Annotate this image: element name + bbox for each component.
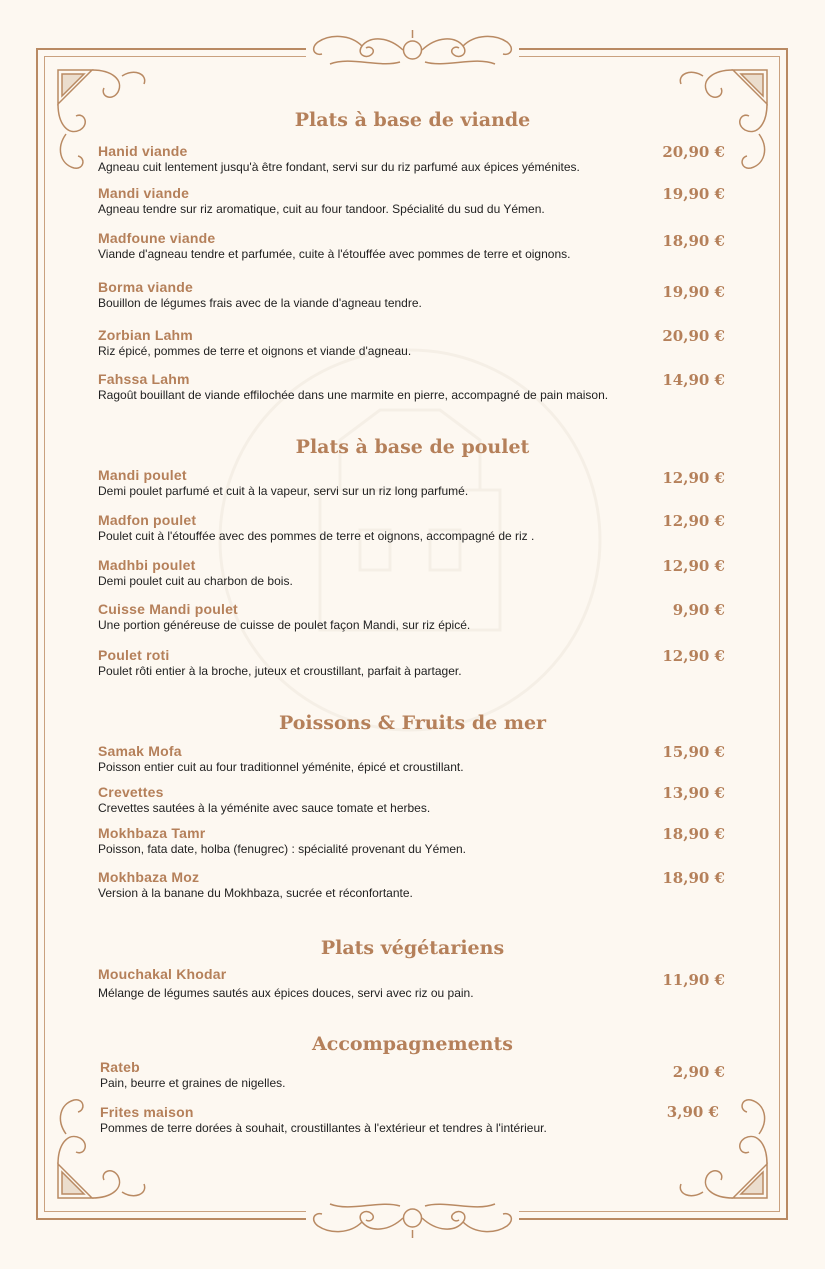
item-name: Zorbian Lahm (98, 327, 193, 343)
item-name: Borma viande (98, 279, 193, 295)
item-name: Rateb (100, 1059, 140, 1075)
item-name: Cuisse Mandi poulet (98, 601, 238, 617)
corner-ornament-bottom-left (52, 1084, 152, 1204)
item-name: Frites maison (100, 1104, 194, 1120)
item-description: Poulet cuit à l'étouffée avec des pommes de terre et oignons, accompagné de riz . (98, 529, 535, 543)
item-price: 12,90 € (662, 469, 725, 487)
item-price: 15,90 € (662, 743, 725, 761)
item-name: Madfon poulet (98, 512, 197, 528)
top-scroll-ornament (300, 26, 525, 76)
item-description: Ragoût bouillant de viande effilochée dans une marmite en pierre, accompagné de pain maison. (98, 388, 609, 402)
section-title-poissons: Poissons & Fruits de mer (278, 712, 547, 734)
item-price: 18,90 € (662, 825, 725, 843)
item-description: Poulet rôti entier à la broche, juteux et croustillant, parfait à partager. (98, 664, 462, 678)
item-price: 12,90 € (662, 647, 725, 665)
item-name: Fahssa Lahm (98, 371, 190, 387)
item-description: Pommes de terre dorées à souhait, croustillantes à l'extérieur et tendres à l'intérieur. (100, 1121, 547, 1135)
item-description: Poisson, fata date, holba (fenugrec) : spécialité provenant du Yémen. (98, 842, 467, 856)
bottom-scroll-ornament (300, 1192, 525, 1242)
item-description: Demi poulet parfumé et cuit à la vapeur, servi sur un riz long parfumé. (98, 484, 469, 498)
item-price: 19,90 € (662, 185, 725, 203)
item-price: 11,90 € (662, 971, 725, 989)
corner-ornament-bottom-right (673, 1084, 773, 1204)
item-name: Mouchakal Khodar (98, 966, 227, 982)
item-price: 20,90 € (662, 143, 725, 161)
item-description: Pain, beurre et graines de nigelles. (100, 1076, 286, 1090)
section-title-viande: Plats à base de viande (294, 109, 531, 131)
item-description: Agneau cuit lentement jusqu'à être fondant, servi sur du riz parfumé aux épices yéménites. (98, 160, 580, 174)
item-price: 12,90 € (662, 557, 725, 575)
item-description: Crevettes sautées à la yéménite avec sauce tomate et herbes. (98, 801, 431, 815)
section-title-vegetariens: Plats végétariens (320, 937, 505, 959)
item-description: Version à la banane du Mokhbaza, sucrée et réconfortante. (98, 886, 413, 900)
item-description: Viande d'agneau tendre et parfumée, cuite à l'étouffée avec pommes de terre et oignons. (98, 247, 571, 261)
item-price: 14,90 € (662, 371, 725, 389)
item-price: 18,90 € (662, 232, 725, 250)
item-description: Mélange de légumes sautés aux épices douces, servi avec riz ou pain. (98, 986, 474, 1000)
item-price: 19,90 € (662, 283, 725, 301)
item-name: Mandi poulet (98, 467, 187, 483)
item-price: 2,90 € (672, 1063, 725, 1081)
item-price: 13,90 € (662, 784, 725, 802)
item-name: Crevettes (98, 784, 164, 800)
item-price: 9,90 € (672, 601, 725, 619)
section-title-accompagnements: Accompagnements (312, 1033, 513, 1055)
item-name: Mandi viande (98, 185, 190, 201)
item-name: Madfoune viande (98, 230, 216, 246)
item-name: Mokhbaza Tamr (98, 825, 206, 841)
item-price: 12,90 € (662, 512, 725, 530)
item-name: Poulet roti (98, 647, 170, 663)
item-description: Poisson entier cuit au four traditionnel yéménite, épicé et croustillant. (98, 760, 464, 774)
item-description: Riz épicé, pommes de terre et oignons et viande d'agneau. (98, 344, 412, 358)
item-price: 20,90 € (662, 327, 725, 345)
item-name: Madhbi poulet (98, 557, 196, 573)
item-description: Bouillon de légumes frais avec de la viande d'agneau tendre. (98, 296, 422, 310)
item-description: Agneau tendre sur riz aromatique, cuit au four tandoor. Spécialité du sud du Yémen. (98, 202, 545, 216)
item-name: Samak Mofa (98, 743, 182, 759)
item-description: Demi poulet cuit au charbon de bois. (98, 574, 293, 588)
item-name: Hanid viande (98, 143, 188, 159)
item-price: 18,90 € (662, 869, 725, 887)
item-name: Mokhbaza Moz (98, 869, 200, 885)
section-title-poulet: Plats à base de poulet (295, 436, 530, 458)
item-price: 3,90 € (666, 1103, 719, 1121)
item-description: Une portion généreuse de cuisse de poulet façon Mandi, sur riz épicé. (98, 618, 471, 632)
